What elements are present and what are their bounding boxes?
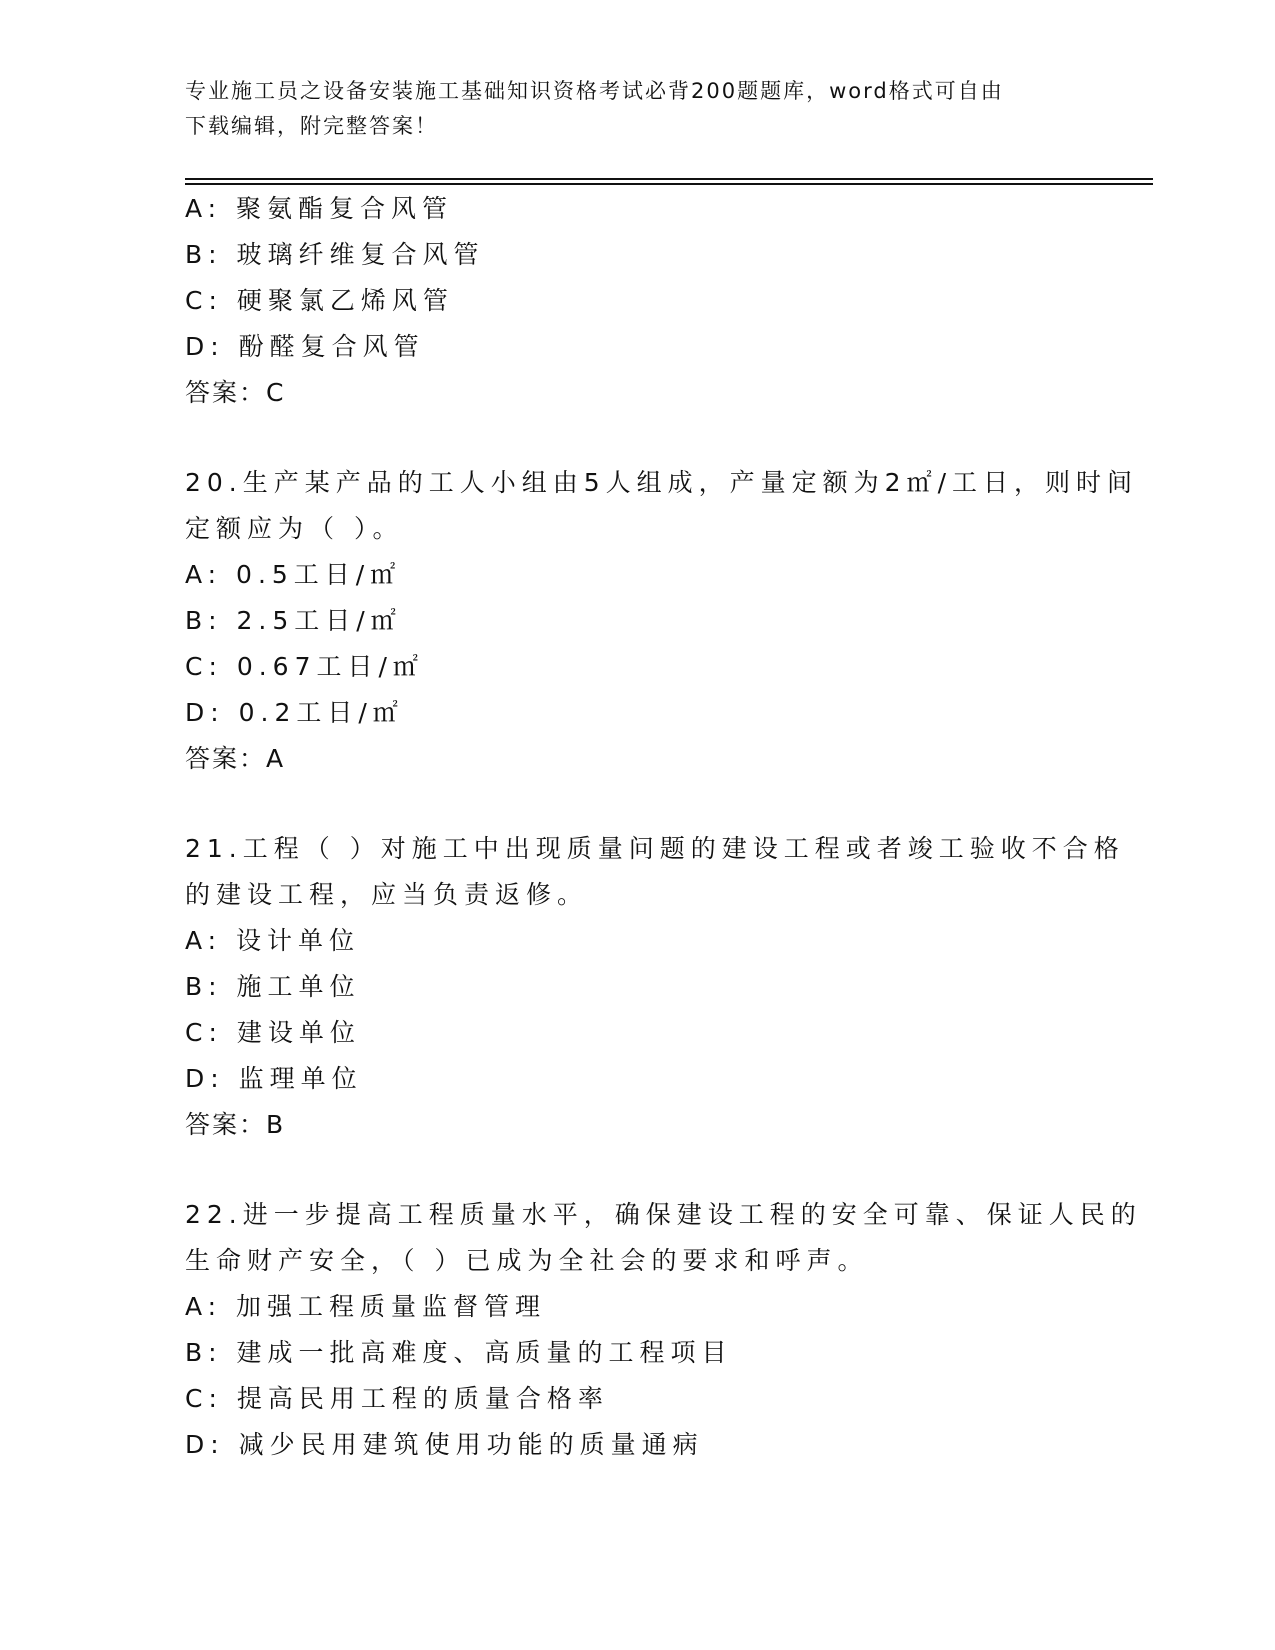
answer-label: 答案： <box>185 378 267 407</box>
option-d: D: 酚醛复合风管 <box>185 332 425 361</box>
question-stem-line-2: 生命财产安全，（ ）已成为全社会的要求和呼声。 <box>185 1246 869 1275</box>
option-d: D: 0.2工日/㎡ <box>185 698 404 727</box>
answer-label: 答案： <box>185 1110 267 1139</box>
option-b: B: 玻璃纤维复合风管 <box>185 240 485 269</box>
option-b: B: 建成一批高难度、高质量的工程项目 <box>185 1338 733 1367</box>
option-a: A: 设计单位 <box>185 926 361 955</box>
option-c: C: 硬聚氯乙烯风管 <box>185 286 454 315</box>
question-stem-line-1: 21.工程（ ）对施工中出现质量问题的建设工程或者竣工验收不合格 <box>185 834 1125 863</box>
question-20 <box>185 460 1138 782</box>
option-c: C: 0.67工日/㎡ <box>185 652 424 681</box>
question-stem-line-2: 定额应为（ ）。 <box>185 514 404 543</box>
question-21 <box>185 826 1125 1148</box>
answer-label: 答案： <box>185 744 267 773</box>
question-19-continuation <box>185 186 1085 416</box>
option-d: D: 监理单位 <box>185 1064 363 1093</box>
header-divider-bottom <box>185 183 1153 185</box>
question-stem-line-1: 20.生产某产品的工人小组由5人组成，产量定额为2㎡/工日，则时间 <box>185 468 1138 497</box>
answer-value: C <box>266 378 285 407</box>
question-22 <box>185 1192 1142 1468</box>
document-header <box>185 74 1065 144</box>
option-c: C: 提高民用工程的质量合格率 <box>185 1384 609 1413</box>
question-stem-line-2: 的建设工程，应当负责返修。 <box>185 880 589 909</box>
answer-line <box>185 736 1085 782</box>
answer-line <box>185 1102 1085 1148</box>
answer-value: B <box>266 1110 285 1139</box>
option-b: B: 2.5工日/㎡ <box>185 606 402 635</box>
option-a: A: 0.5工日/㎡ <box>185 560 402 589</box>
option-d: D: 减少民用建筑使用功能的质量通病 <box>185 1430 704 1459</box>
question-stem-line-1: 22.进一步提高工程质量水平，确保建设工程的安全可靠、保证人民的 <box>185 1200 1142 1229</box>
option-b: B: 施工单位 <box>185 972 361 1001</box>
header-line-2: 下载编辑，附完整答案！ <box>185 114 438 138</box>
header-line-1: 专业施工员之设备安装施工基础知识资格考试必背200题题库，word格式可自由 <box>185 79 1004 103</box>
answer-value: A <box>266 744 285 773</box>
option-c: C: 建设单位 <box>185 1018 361 1047</box>
option-a: A: 加强工程质量监督管理 <box>185 1292 547 1321</box>
answer-line <box>185 370 1085 416</box>
option-a: A: 聚氨酯复合风管 <box>185 194 454 223</box>
header-divider-top <box>185 178 1153 180</box>
